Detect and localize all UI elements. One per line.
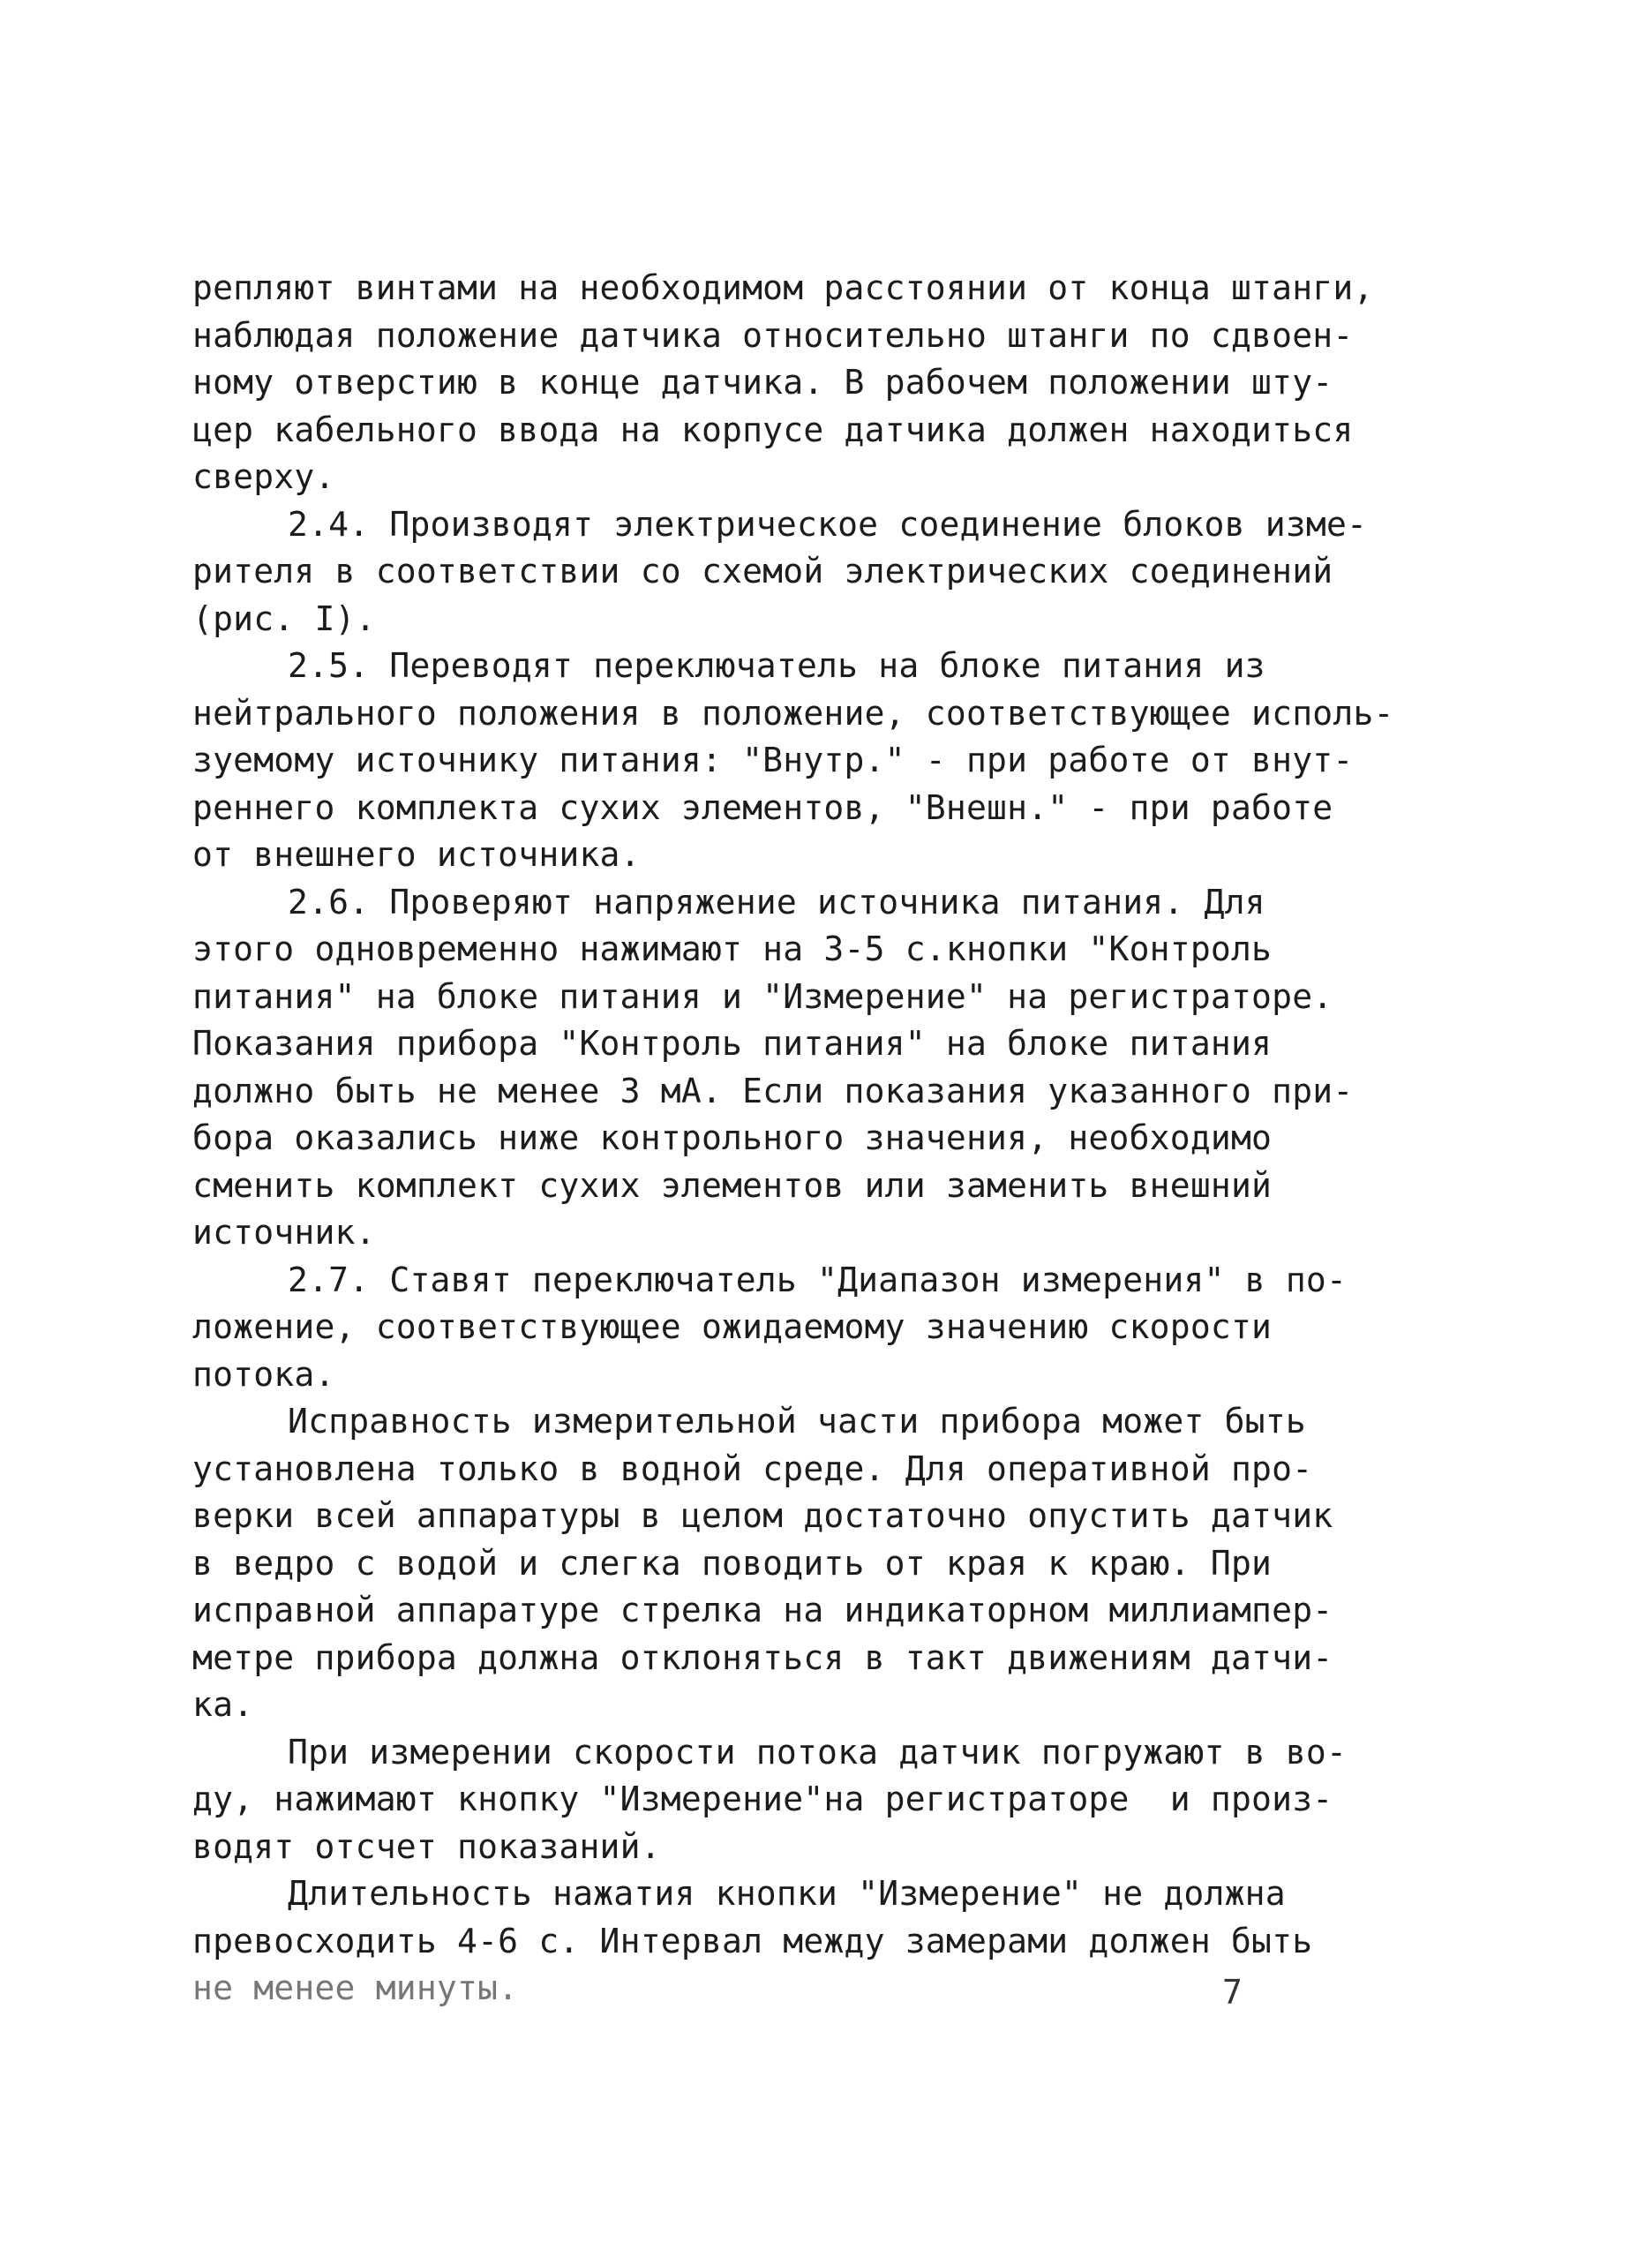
text-line: 2.7. Ставят переключатель "Диапазон измерения" в по- — [288, 1260, 1348, 1299]
text-line: рителя в соответствии со схемой электрических соединений — [192, 552, 1333, 591]
text-line: источник. — [192, 1213, 376, 1252]
text-line: наблюдая положение датчика относительно штанги по сдвоен- — [192, 315, 1354, 355]
text-line: ка. — [192, 1685, 254, 1724]
text-line: этого одновременно нажимают на 3-5 с.кнопки "Контроль — [192, 929, 1273, 968]
text-line: должно быть не менее 3 мА. Если показания указанного при- — [192, 1071, 1354, 1110]
body-text — [192, 265, 1394, 2013]
text-line: зуемому источнику питания: "Внутр." - при работе от внут- — [192, 741, 1354, 779]
text-line: бора оказались ниже контрольного значения, необходимо — [192, 1118, 1273, 1157]
text-line: исправной аппаратуре стрелка на индикаторном миллиампер- — [192, 1591, 1333, 1629]
text-line: Исправность измерительной части прибора может быть — [288, 1402, 1306, 1441]
text-line: ному отверстию в конце датчика. В рабочем положении шту- — [192, 363, 1333, 402]
text-line: не менее минуты. — [192, 1968, 519, 2007]
text-line: 2.5. Переводят переключатель на блоке питания из — [288, 646, 1265, 685]
text-line: водят отсчет показаний. — [192, 1826, 661, 1866]
text-line: 2.6. Проверяют напряжение источника питания. Для — [288, 882, 1265, 922]
text-line: Показания прибора "Контроль питания" на блоке питания — [192, 1024, 1273, 1063]
text-line: питания" на блоке питания и "Измерение" на регистраторе. — [192, 976, 1333, 1016]
text-line: ложение, соответствующее ожидаемому значению скорости — [192, 1307, 1273, 1346]
text-line: от внешнего источника. — [192, 835, 641, 874]
text-line: потока. — [192, 1354, 335, 1394]
text-line: сменить комплект сухих элементов или заменить внешний — [192, 1165, 1273, 1205]
text-line: репляют винтами на необходимом расстоянии от конца штанги, — [192, 268, 1374, 307]
text-line: установлена только в водной среде. Для оперативной про- — [192, 1449, 1313, 1488]
text-line: сверху. — [192, 457, 335, 496]
text-line: реннего комплекта сухих элементов, "Внешн." - при работе — [192, 787, 1333, 827]
text-line: цер кабельного ввода на корпусе датчика должен находиться — [192, 410, 1354, 449]
text-line: (рис. I). — [192, 598, 376, 638]
text-line: ду, нажимают кнопку "Измерение"на регистраторе и произ- — [192, 1780, 1333, 1818]
text-line: При измерении скорости потока датчик погружают в во- — [288, 1732, 1348, 1772]
page-number: 7 — [1222, 1973, 1243, 2012]
text-line: превосходить 4-6 с. Интервал между замерами должен быть — [192, 1921, 1313, 1960]
text-line: в ведро с водой и слегка поводить от края к краю. При — [192, 1543, 1273, 1583]
text-line: 2.4. Производят электрическое соединение блоков изме- — [288, 504, 1368, 544]
text-line: нейтрального положения в положение, соответствующее исполь- — [192, 693, 1394, 733]
text-line: верки всей аппаратуры в целом достаточно опустить датчик — [192, 1496, 1333, 1535]
text-line: Длительность нажатия кнопки "Измерение" не должна — [288, 1874, 1286, 1913]
text-line: метре прибора должна отклоняться в такт движениям датчи- — [192, 1637, 1333, 1677]
